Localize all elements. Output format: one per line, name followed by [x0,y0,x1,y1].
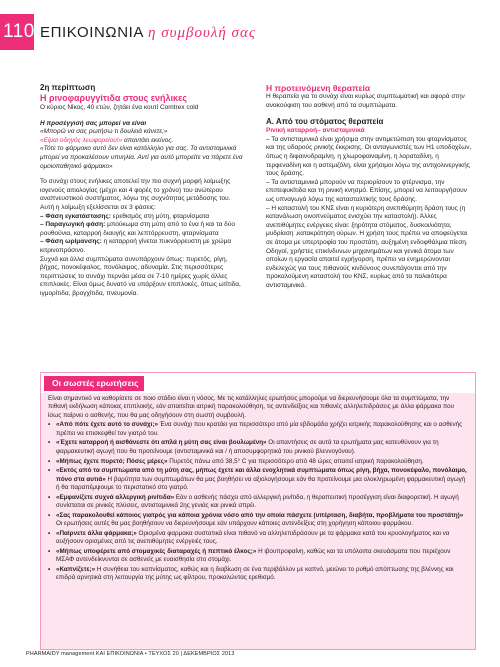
questions-box [40,372,476,650]
bullet-icon: • [48,439,51,447]
section-a-title: Α. Από του στόματος θεραπεία [266,117,384,127]
question-text: Πυρετός πάνω από 38,5° C για περισσότερο από 48 ώρες απαιτεί ιατρική παρακολούθηση. [167,457,424,465]
section-title-text: ΕΠΙΚΟΙΝΩΝΙΑ [40,24,144,41]
left-column [40,83,245,298]
case-title: Η ρινοφαρυγγίτιδα στους ενήλικες [40,93,187,103]
page-number-badge [0,14,34,50]
phase-2-text: μπούκωμα στη μύτη από το ένα ή και τα δύο ρουθούνια, καταρροή διαυγής και λεπτόρρευστη, φταρνίσματα [40,221,235,237]
bullet-icon: • [48,511,51,519]
question-item [48,566,468,583]
question-item [48,512,468,529]
section-a-subtitle: Ρινική καταρροή– αντισταμινικά [266,127,365,135]
question-bold: «Από πότε έχετε αυτό το συνάχι;» [56,421,159,429]
phase-2-label: – Παραγωγική φάση: [40,221,106,229]
question-bold: «Εμφανίζετε συχνά αλλεργική ρινίτιδα» [56,493,175,501]
bullet-icon: • [48,566,51,574]
section-subtitle: η συμβουλή σας [148,25,256,41]
dialog-question-1: «Μπορώ να σας ρωτήσω τι δουλειά κάνετε;» [40,128,168,136]
question-bold: «Παίρνετε άλλα φάρμακα;» [56,529,137,537]
phase-3-label: – Φάση ωρίμανσης: [40,238,102,246]
question-text: Η βαρύτητα των συμπτωμάτων θα μας βοηθήσει να αξιολογήσουμε εάν θα προτείνουμε μια ολοκληρωμένη φαρμακευτική αγωγή ή θα παραπέμψουμε το περιστατικό στο γιατρό. [56,475,466,491]
bullet-icon: • [48,529,51,537]
question-bold: «Καπνίζετε;» [56,566,96,574]
right-column [266,83,474,290]
therapy-title: Η προτεινόμενη θεραπεία [266,83,371,93]
question-text: Οι ερωτήσεις αυτές θα μας βοηθήσουν να διερευνήσουμε εάν υπάρχουν κάποιες αντενδείξεις στη χορήγηση κάποιου φαρμάκου. [56,520,413,528]
question-bold: «Μήπως υποφέρετε από στομαχικές διαταραχές ή πεπτικό έλκος;» [56,548,257,556]
phase-3-text: η καταρροή γίνεται πυκνόρρευστη με χρώμα κιτρινοπράσινο. [40,238,232,254]
page-number: 110 [3,21,35,42]
question-item [48,439,468,456]
question-text: Η συνήθεια του καπνίσματος, καθώς και η διαβίωση σε ένα περιβάλλον με καπνό, μειώνει το ρυθμό απόπτωσης της βλέννης και επιδρά αρνητικά στη λειτουργία της μύτης ως φίλτρου, προκαλώντας ερεθισμό. [56,566,454,582]
question-bold: «Σας παρακολουθεί κάποιος γιατρός για κάποια χρόνια νόσο από την οποία πάσχετε (υπέρταση, διαβήτα, προβλήματα του προστάτη)» [56,511,464,519]
bullet-icon: • [48,421,51,429]
question-item [48,467,468,492]
dialog-question-2: «Τότε το φάρμακο αυτό δεν είναι κατάλληλο για σας. Τα αντισταμινικά μπορεί να προκαλέσουν υπνηλία. Αντί για αυτό μπορείτε να πάρετε ένα ομοιοπαθητικό φάρμακο» [40,145,243,170]
section-title [40,24,256,42]
question-text: Εάν ο ασθενής πάσχει από αλλεργική ρινίτιδα, η θεραπευτική προσέγγιση είναι διαφορετική. Η αγωγή συνίσταται σε ρινικές πλύσεις, αντισταμινικά 2ης γενιάς και ρινικά σπρέι. [56,493,459,510]
question-text: Ένα συνάχι που κρατάει για περισσότερο από μία εβδομάδα χρήζει ιατρικής παρακολούθησης και ο ασθενής πρέπει να επισκεφθεί τον γιατρό του. [56,421,463,437]
question-item [48,421,468,438]
antihistamine-paragraph-3: – Η καταστολή του ΚΝΣ είναι η κυριότερη ανεπιθύμητη δράση τους (η κατανάλωση οινοπνεύματος ενισχύει την καταστολή). Άλλες ανεπιθύμητες ενέργειες είναι: ξηρότητα στόματος, δυσκοιλιότητα, μυδρίαση ,κατακράτηση ούρων. Η χρήση τους πρέπει να αποφεύγεται σε άτομα με υπερτροφία του προστάτη, αυξημένη ενδοφθάλμια πίεση. Οδηγοί, χρήστες επικίνδυνων μηχανημάτων και γενικά άτομα των οποίων η εργασία απαιτεί εγρήγορση, πρέπει να ενημερώνονται ενδελεχώς για τους πιθανούς κινδύνους συνεπάγονται από την προκαλούμενη καταστολή του ΚΝΣ, κυρίως από τα παλαιότερα αντισταμινικά. [266,204,468,289]
questions-box-title-badge [44,376,144,391]
case-label: 2η περίπτωση [40,83,96,92]
page-header [0,14,500,50]
question-bold: «Μήπως έχετε πυρετό; Πόσες μέρες» [56,457,168,465]
question-item [48,494,468,511]
phase-1 [40,213,245,222]
therapy-intro: Η θεραπεία για το συνάχι είναι κυρίως συμπτωματική και αφορά στην ανακούφιση του ασθενή από τα συμπτώματα. [266,93,465,109]
question-item [48,548,468,565]
paragraph-common-cold: Το συνάχι στους ενήλικες αποτελεί την πιο συχνή μορφή λοίμωξης ιογενούς αιτιολογίας (μέχρι και 4 φορές το χρόνο) του ανώτερου αναπνευστικού συστήματος, λόγω της συχνότητας μετάδοσης του. [40,178,231,203]
antihistamine-paragraph-1: – Τα αντισταμινικά είναι χρήσιμα στην αντιμετώπιση του φταρνίσματος και της υδαρούς ρινικής έκκρισης. Οι ανταγωνιστές των Η1 υποδοχέων, όπως η διφαινυδραμίνη, η χλωροφαιναμίνη, η λοραταδίνη, η τερφεναδίνη και η αστεμιζόλη, είναι χρήσιμοι λόγω της αντιχολινεργικής τους δράσης. [266,135,472,178]
case-intro: Ο κύριος Νίκος, 40 ετών, ζητάει ένα κουτί Comtrex cold [40,104,199,111]
phase-1-label: – Φάση εγκατάστασης: [40,212,111,220]
question-text: Ορισμένα φαρμακα συστατικά είναι πιθανό να αλληλεπιδράσουν με τα φάρμακα κατά του κρυολογήματος και να αυξήσουν ορισμένες από τις ανεπιθύμητες ενέργειές τους. [56,529,450,546]
bullet-icon: • [48,493,51,501]
bullet-icon: • [48,548,51,556]
footer-text: PHARMAIDY management ΚΑΙ ΕΠΙΚΟΙΝΩΝΙΑ • ΤΕΥΧΟΣ 20 | ΔΕΚΕΜΒΡΙΟΣ 2013 [26,651,235,657]
question-item [48,530,468,547]
bullet-icon: • [48,457,51,465]
page-footer [0,649,500,661]
questions-box-body [41,393,475,649]
question-bold: «Έχετε καταρροή ή αισθάνεστε ότι απλά η μύτη σας είναι βουλωμένη» [56,439,267,447]
paragraph-phases-intro: Αυτή η λοίμωξη εξελίσσεται σε 3 φάσεις: [40,203,156,211]
questions-box-title: Οι σωστές ερωτήσεις [52,378,139,388]
antihistamine-paragraph-2: – Τα αντισταμινικά μπορούν να περιορίσουν το φτέρνισμα, την επιπεφυκίτιδα και τη ρινική κνησμό. Επίσης, μπορεί να λειτουργήσουν ως υπναγωγά λόγω της κατασταλτικής τους δράσης. [266,178,467,203]
question-item [48,458,468,466]
phase-3 [40,238,245,255]
questions-intro: Είναι σημαντικό να καθορίσετε σε ποιο στάδιο είναι η νόσος. Με τις κατάλληλες ερωτήσεις μπορούμε να διερευνήσουμε όλα τα συμπτώματα, την πιθανή εκδήλωση κάποιας επιπλοκής, εάν απαιτείται ιατρική παρακολούθηση, τις αντενδείξεις και πιθανές αλληλεπιδράσεις με άλλα φάρμακα που ίσως παίρνει ο ασθενής, που θα μας οδηγήσουν στη σωστή συμβουλή. [48,395,455,419]
phase-1-text: ερεθισμός στη μύτη, φταρνίσματα [110,212,210,220]
bullet-icon: • [48,467,51,475]
dialog-answer-quote: «Είμαι οδηγός λεωφορείου!» [40,136,123,144]
dialog-answer-suffix: απαντάει εκείνος. [122,136,174,144]
question-bold: «Εκτός από τα συμπτώματα από τη μύτη σας, μήπως έχετε και άλλα ενοχλητικά συμπτώματα όπως ρίγη, βήχα, πονοκέφαλο, πονόλαιμο, πόνο στα αυτιά» [56,467,467,483]
question-text: Η ιβουπροφαίνη, καθώς και τα υπόλοιπα σκευάσματα που περιέχουν ΜΣΑΦ αντενδείκνυνται σε ασθενείς με ευαισθησία στο στομάχι. [56,548,451,564]
paragraph-symptoms: Συχνά και άλλα συμπτώματα συνυπάρχουν όπως: πυρετός, ρίγη, βήχας, πονοκέφαλος, πονόλαιμος, αδυναμία. Στις περισσότερες περιπτώσεις το συνάχι περνάει μέσα σε 7-10 ημέρες χωρίς άλλες επιπλοκές. Είναι όμως δυνατό να υπάρξουν επιπλοκές, όπως ωτίτιδα, ιγμορίτιδα, βρογχίτιδα, πνευμονία. [40,255,241,297]
question-text: Οι απαντήσεις σε αυτά τα ερωτήματα μας κατευθύνουν για τη φαρμακευτική αγωγή που θα προτείνουμε (αντισταμινικά και / ή αποσυμφορητικά του ρινικού βλεννογόνου). [56,439,439,455]
approach-title: Η προσέγγισή σας μπορεί να είναι [40,119,147,127]
phase-2 [40,221,245,238]
